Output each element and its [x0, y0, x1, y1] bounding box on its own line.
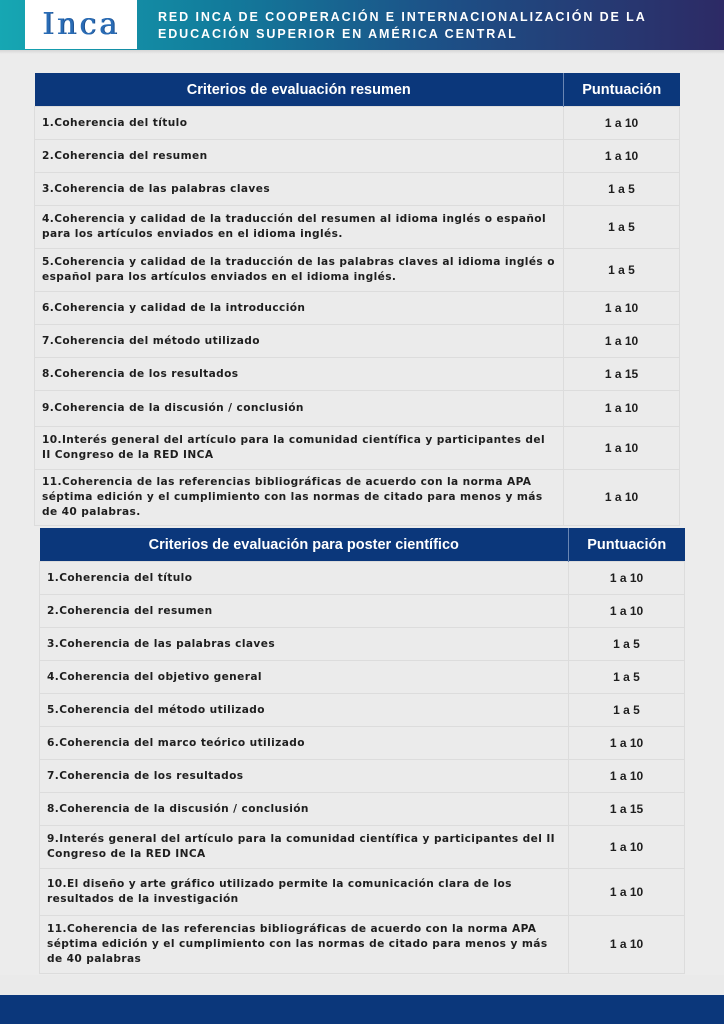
criterion-cell: 5.Coherencia y calidad de la traducción de las palabras claves al idioma inglés o español para los artículos enviados en el idioma inglés.: [35, 249, 564, 292]
criterion-cell: 10.El diseño y arte gráfico utilizado permite la comunicación clara de los resultados de la investigación: [40, 869, 569, 916]
score-cell: 1 a 5: [564, 206, 680, 249]
table-row: [35, 107, 680, 140]
header-shadow: [0, 50, 724, 54]
table-row: [35, 427, 680, 470]
table-row: [40, 826, 685, 869]
criterion-cell: 2.Coherencia del resumen: [35, 140, 564, 173]
table-row: [35, 249, 680, 292]
organization-title-line-1: RED INCA DE COOPERACIÓN E INTERNACIONALIZACIÓN DE LA: [158, 10, 647, 24]
score-cell: 1 a 10: [569, 760, 685, 793]
criteria-column-header: Criterios de evaluación resumen: [35, 73, 564, 107]
score-cell: 1 a 5: [564, 173, 680, 206]
score-cell: 1 a 10: [569, 595, 685, 628]
criterion-cell: 9.Interés general del artículo para la comunidad científica y participantes del II Congreso de la RED INCA: [40, 826, 569, 869]
score-cell: 1 a 10: [564, 427, 680, 470]
score-cell: 1 a 5: [569, 661, 685, 694]
score-cell: 1 a 5: [569, 628, 685, 661]
table-row: [35, 470, 680, 526]
score-cell: 1 a 15: [564, 358, 680, 391]
score-cell: 1 a 15: [569, 793, 685, 826]
score-cell: 1 a 10: [564, 292, 680, 325]
criterion-cell: 8.Coherencia de los resultados: [35, 358, 564, 391]
table-row: [40, 727, 685, 760]
footer-bar: [0, 995, 724, 1024]
score-cell: 1 a 10: [564, 140, 680, 173]
criterion-cell: 1.Coherencia del título: [40, 562, 569, 595]
table-row: [35, 140, 680, 173]
table-row: [40, 916, 685, 974]
criterion-cell: 6.Coherencia y calidad de la introducción: [35, 292, 564, 325]
score-cell: 1 a 5: [569, 694, 685, 727]
criterion-cell: 7.Coherencia de los resultados: [40, 760, 569, 793]
criteria-column-header: Criterios de evaluación para poster científico: [40, 528, 569, 562]
organization-title-line-2: EDUCACIÓN SUPERIOR EN AMÉRICA CENTRAL: [158, 27, 518, 41]
criterion-cell: 5.Coherencia del método utilizado: [40, 694, 569, 727]
score-cell: 1 a 10: [564, 391, 680, 427]
criterion-cell: 1.Coherencia del título: [35, 107, 564, 140]
criterion-cell: 3.Coherencia de las palabras claves: [40, 628, 569, 661]
score-column-header: Puntuación: [564, 73, 680, 107]
table-row: [35, 358, 680, 391]
logo: [25, 0, 137, 49]
score-cell: 1 a 10: [569, 826, 685, 869]
poster-criteria-table: [39, 528, 685, 974]
criterion-cell: 11.Coherencia de las referencias bibliográficas de acuerdo con la norma APA séptima edición y el cumplimiento con las normas de citado para menos y más de 40 palabras: [40, 916, 569, 974]
score-cell: 1 a 10: [569, 727, 685, 760]
score-cell: 1 a 10: [569, 916, 685, 974]
table-row: [40, 562, 685, 595]
score-column-header: Puntuación: [569, 528, 685, 562]
table-row: [40, 628, 685, 661]
table-row: [35, 292, 680, 325]
score-cell: 1 a 5: [564, 249, 680, 292]
criterion-cell: 2.Coherencia del resumen: [40, 595, 569, 628]
table-row: [35, 325, 680, 358]
table-row: [40, 793, 685, 826]
organization-title: [158, 9, 718, 43]
score-cell: 1 a 10: [564, 107, 680, 140]
score-cell: 1 a 10: [569, 869, 685, 916]
score-cell: 1 a 10: [569, 562, 685, 595]
table-row: [40, 661, 685, 694]
table-row: [35, 206, 680, 249]
logo-text: Inca: [42, 7, 120, 42]
header-banner: [0, 0, 724, 50]
summary-criteria-table: [34, 73, 680, 526]
criterion-cell: 6.Coherencia del marco teórico utilizado: [40, 727, 569, 760]
criterion-cell: 8.Coherencia de la discusión / conclusión: [40, 793, 569, 826]
criterion-cell: 4.Coherencia del objetivo general: [40, 661, 569, 694]
table-row: [40, 694, 685, 727]
criterion-cell: 11.Coherencia de las referencias bibliográficas de acuerdo con la norma APA séptima edición y el cumplimiento con las normas de citado para menos y más de 40 palabras.: [35, 470, 564, 526]
table-row: [35, 173, 680, 206]
table-row: [40, 595, 685, 628]
table-row: [40, 869, 685, 916]
table-row: [35, 391, 680, 427]
criterion-cell: 9.Coherencia de la discusión / conclusión: [35, 391, 564, 427]
table-row: [40, 760, 685, 793]
criterion-cell: 10.Interés general del artículo para la comunidad científica y participantes del II Congreso de la RED INCA: [35, 427, 564, 470]
criterion-cell: 7.Coherencia del método utilizado: [35, 325, 564, 358]
criterion-cell: 3.Coherencia de las palabras claves: [35, 173, 564, 206]
table-header-row: [40, 528, 685, 562]
score-cell: 1 a 10: [564, 325, 680, 358]
footer-spacer: [0, 975, 724, 995]
table-header-row: [35, 73, 680, 107]
score-cell: 1 a 10: [564, 470, 680, 526]
criterion-cell: 4.Coherencia y calidad de la traducción del resumen al idioma inglés o español para los artículos enviados en el idioma inglés.: [35, 206, 564, 249]
